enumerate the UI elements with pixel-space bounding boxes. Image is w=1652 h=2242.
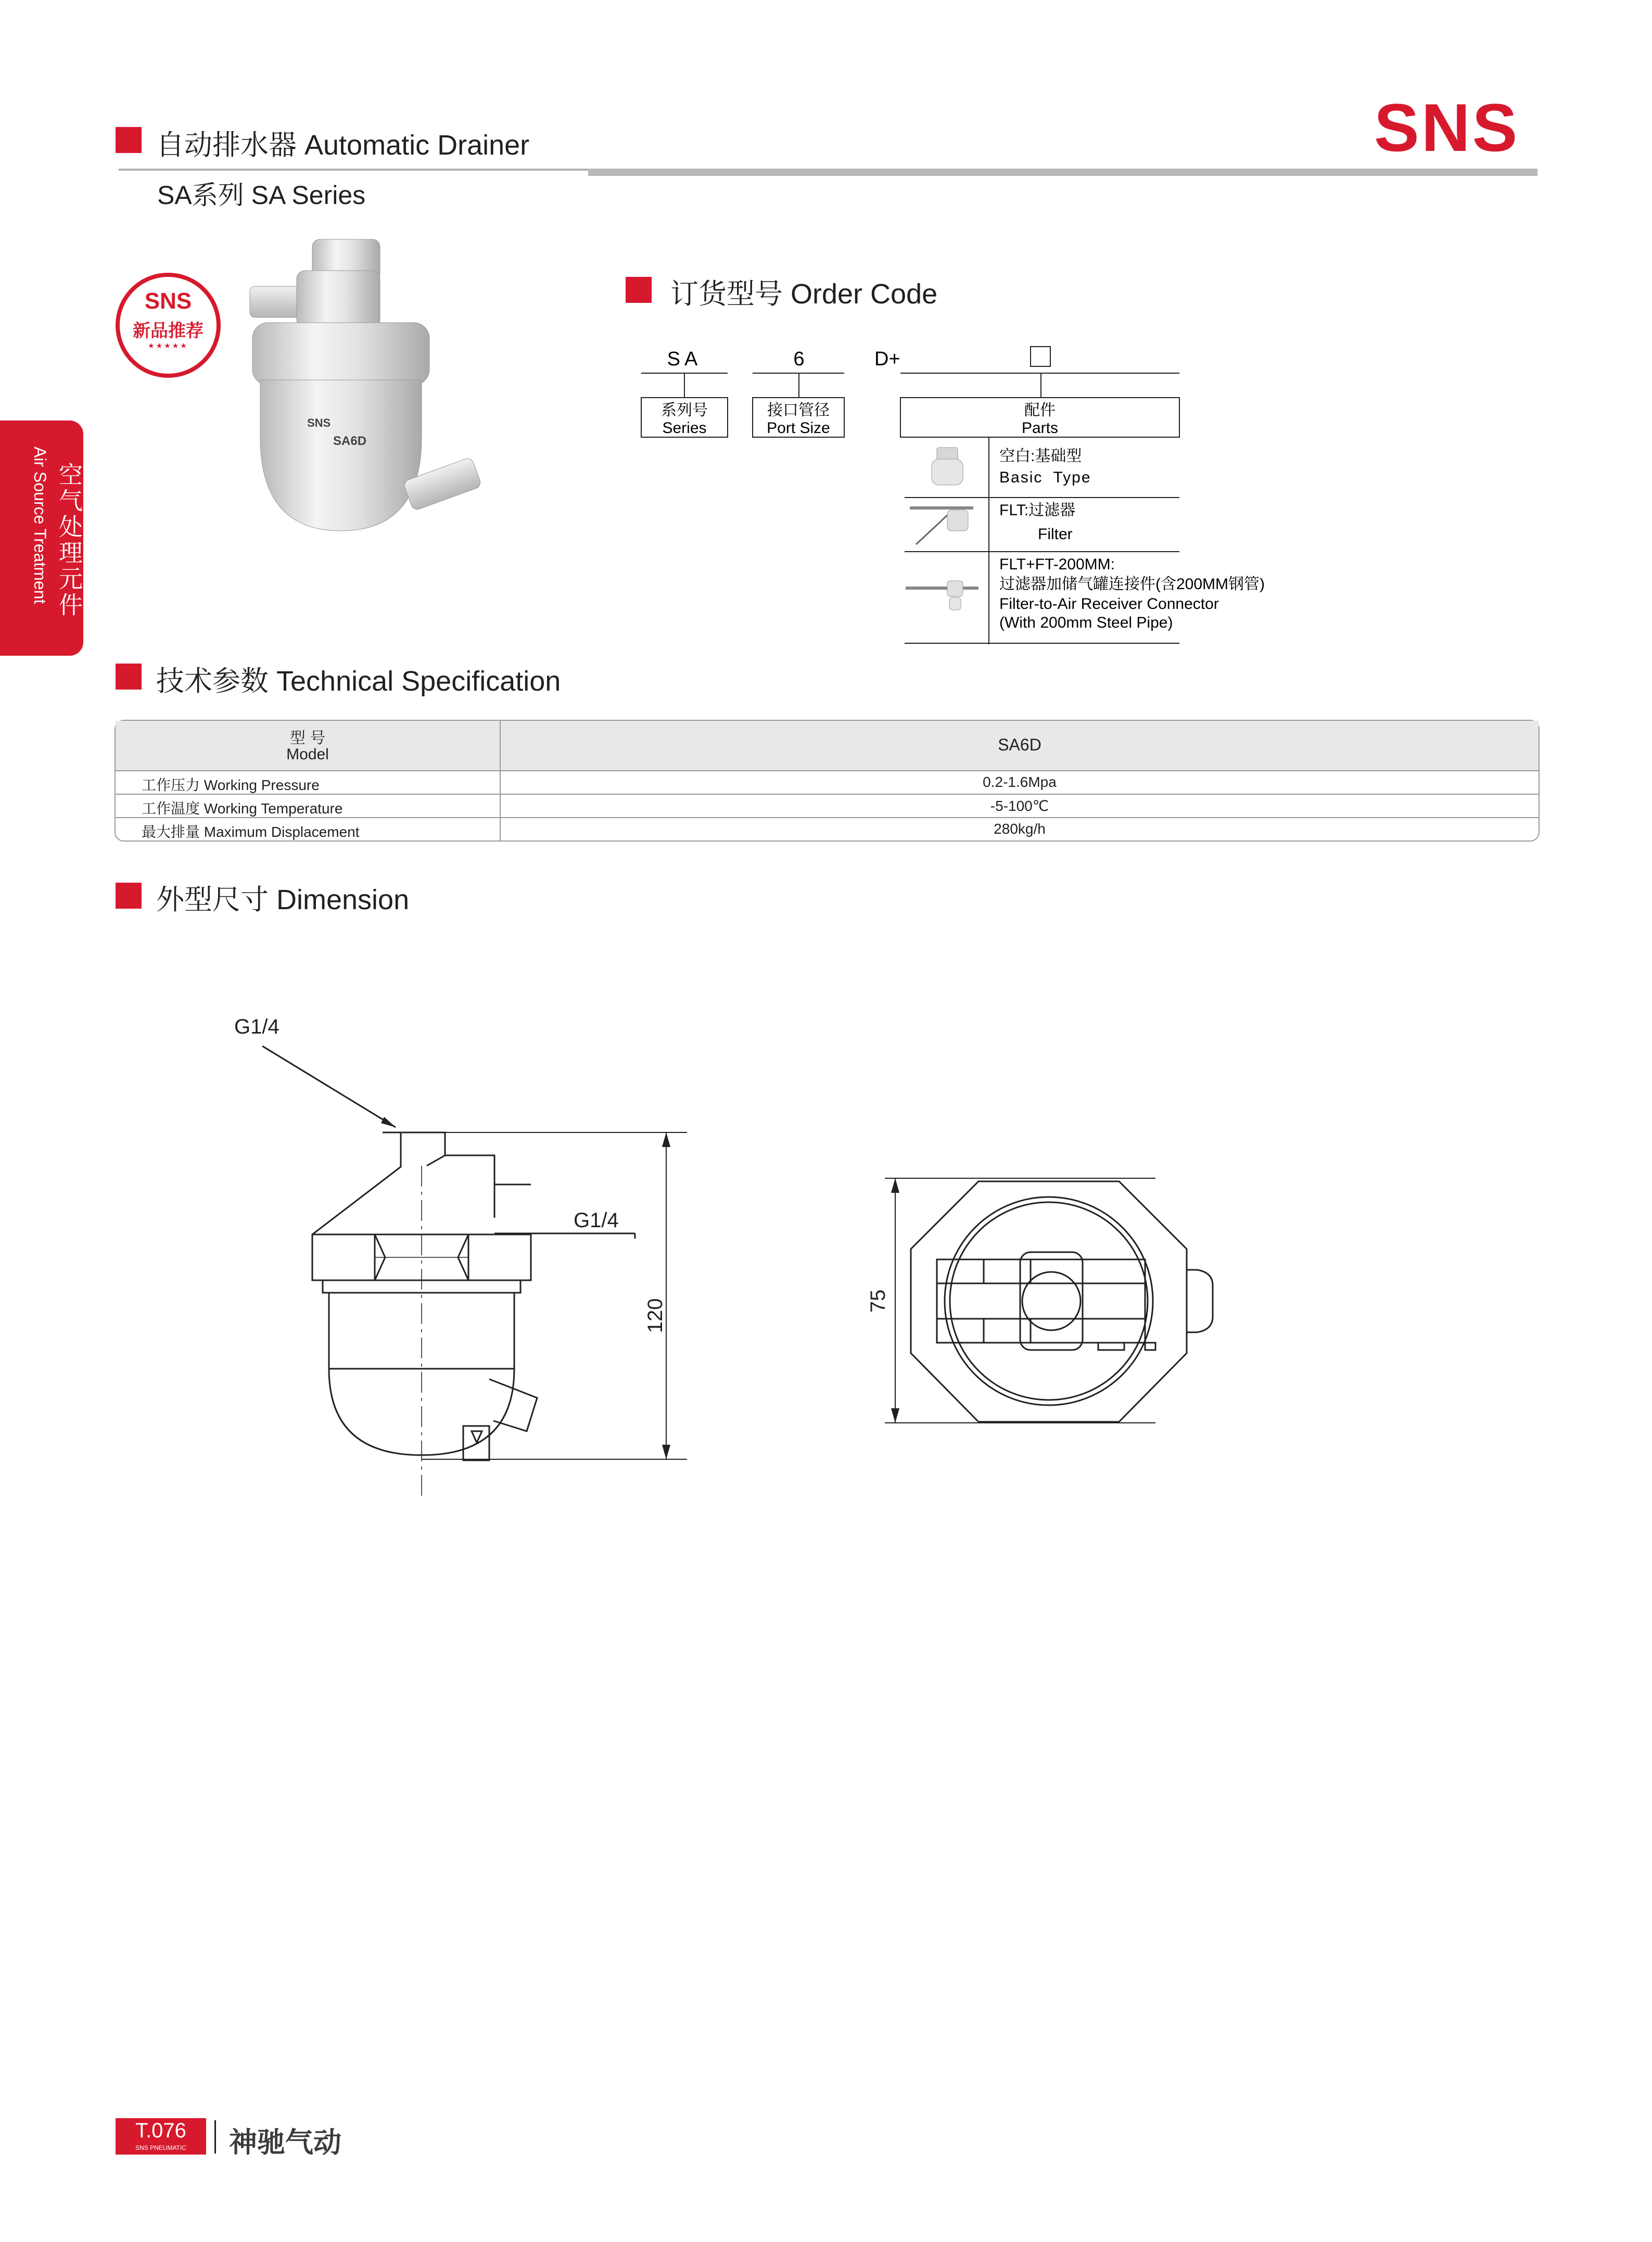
spec-column-divider bbox=[500, 721, 501, 840]
page-title: 自动排水器 Automatic Drainer bbox=[156, 130, 530, 161]
badge-text: 新品推荐 bbox=[133, 321, 204, 341]
option-filter-code: FLT:过滤器 bbox=[999, 502, 1076, 519]
product-image bbox=[229, 239, 510, 536]
series-cn: 系列号 bbox=[661, 402, 708, 419]
filter-thumbnail bbox=[910, 508, 973, 544]
option-connector-desc2: Filter-to-Air Receiver Connector bbox=[999, 595, 1219, 613]
port-en: Port Size bbox=[767, 419, 830, 437]
spec-label: 最大排量 Maximum Displacement bbox=[142, 824, 360, 840]
series-en: Series bbox=[662, 419, 707, 437]
spec-value: -5-100℃ bbox=[990, 798, 1049, 814]
product-brand-mark: SNS bbox=[307, 416, 331, 429]
product-model-mark: SA6D bbox=[333, 434, 367, 448]
dimension-marker bbox=[116, 883, 142, 909]
connector-thumbnail bbox=[906, 581, 979, 610]
option-filter-desc: Filter bbox=[1038, 526, 1073, 543]
option-connector-code: FLT+FT-200MM: bbox=[999, 556, 1115, 573]
side-port-label: G1/4 bbox=[574, 1209, 619, 1232]
spec-model-value: SA6D bbox=[998, 735, 1041, 754]
spec-value: 0.2-1.6Mpa bbox=[983, 774, 1057, 790]
new-product-badge bbox=[116, 273, 221, 378]
order-code-diagram bbox=[635, 343, 1265, 651]
option-connector-desc: 过滤器加储气罐连接件(含200MM钢管) bbox=[999, 576, 1265, 593]
side-tab bbox=[0, 421, 83, 656]
port-code: 6 bbox=[793, 348, 805, 370]
option-basic-desc: Basic Type bbox=[999, 469, 1091, 486]
page-number-sub: SNS PNEUMATIC bbox=[135, 2144, 186, 2151]
spec-model-en: Model bbox=[286, 746, 329, 763]
order-code-marker bbox=[626, 277, 652, 303]
spec-value: 280kg/h bbox=[994, 821, 1046, 837]
option-connector-desc3: (With 200mm Steel Pipe) bbox=[999, 614, 1173, 631]
side-tab-en: Air Source Treatment bbox=[31, 447, 49, 604]
series-code: SA bbox=[667, 348, 702, 370]
option-basic-code: 空白:基础型 bbox=[999, 448, 1082, 465]
spec-model-cn: 型 号 bbox=[289, 730, 326, 747]
spec-table-header bbox=[116, 721, 1539, 771]
order-code-heading: 订货型号 Order Code bbox=[670, 278, 938, 310]
footer-divider bbox=[214, 2120, 216, 2154]
page-number: T.076 bbox=[135, 2119, 186, 2142]
tech-spec-heading: 技术参数 Technical Specification bbox=[156, 666, 561, 697]
page-number-box bbox=[116, 2118, 206, 2155]
suffix-code: D+ bbox=[874, 348, 900, 370]
side-tab-cn: 空气处理元件 bbox=[56, 462, 83, 618]
basic-type-thumbnail bbox=[932, 448, 963, 485]
parts-en: Parts bbox=[1021, 419, 1059, 437]
spec-row bbox=[116, 818, 1539, 840]
parts-cn: 配件 bbox=[1024, 402, 1056, 419]
header-rule-accent bbox=[588, 169, 1537, 176]
dimension-heading: 外型尺寸 Dimension bbox=[156, 884, 410, 915]
height-dimension: 120 bbox=[644, 1298, 667, 1333]
spec-label: 工作温度 Working Temperature bbox=[142, 800, 343, 817]
top-port-label: G1/4 bbox=[234, 1015, 279, 1038]
spec-table bbox=[115, 720, 1540, 842]
side-view-drawing bbox=[219, 1010, 718, 1509]
series-title: SA系列 SA Series bbox=[157, 181, 366, 210]
width-dimension: 75 bbox=[867, 1289, 889, 1313]
top-view-drawing bbox=[854, 1166, 1260, 1457]
spec-row bbox=[116, 771, 1539, 795]
badge-brand: SNS bbox=[144, 288, 192, 314]
footer-company: 神驰气动 bbox=[229, 2127, 341, 2158]
badge-stars: ★★★★★ bbox=[148, 341, 188, 350]
spec-row bbox=[116, 794, 1539, 818]
brand-logo: SNS bbox=[1374, 90, 1520, 165]
port-cn: 接口管径 bbox=[767, 402, 830, 419]
tech-spec-marker bbox=[116, 664, 142, 690]
title-marker bbox=[116, 127, 142, 153]
spec-label: 工作压力 Working Pressure bbox=[142, 777, 320, 793]
